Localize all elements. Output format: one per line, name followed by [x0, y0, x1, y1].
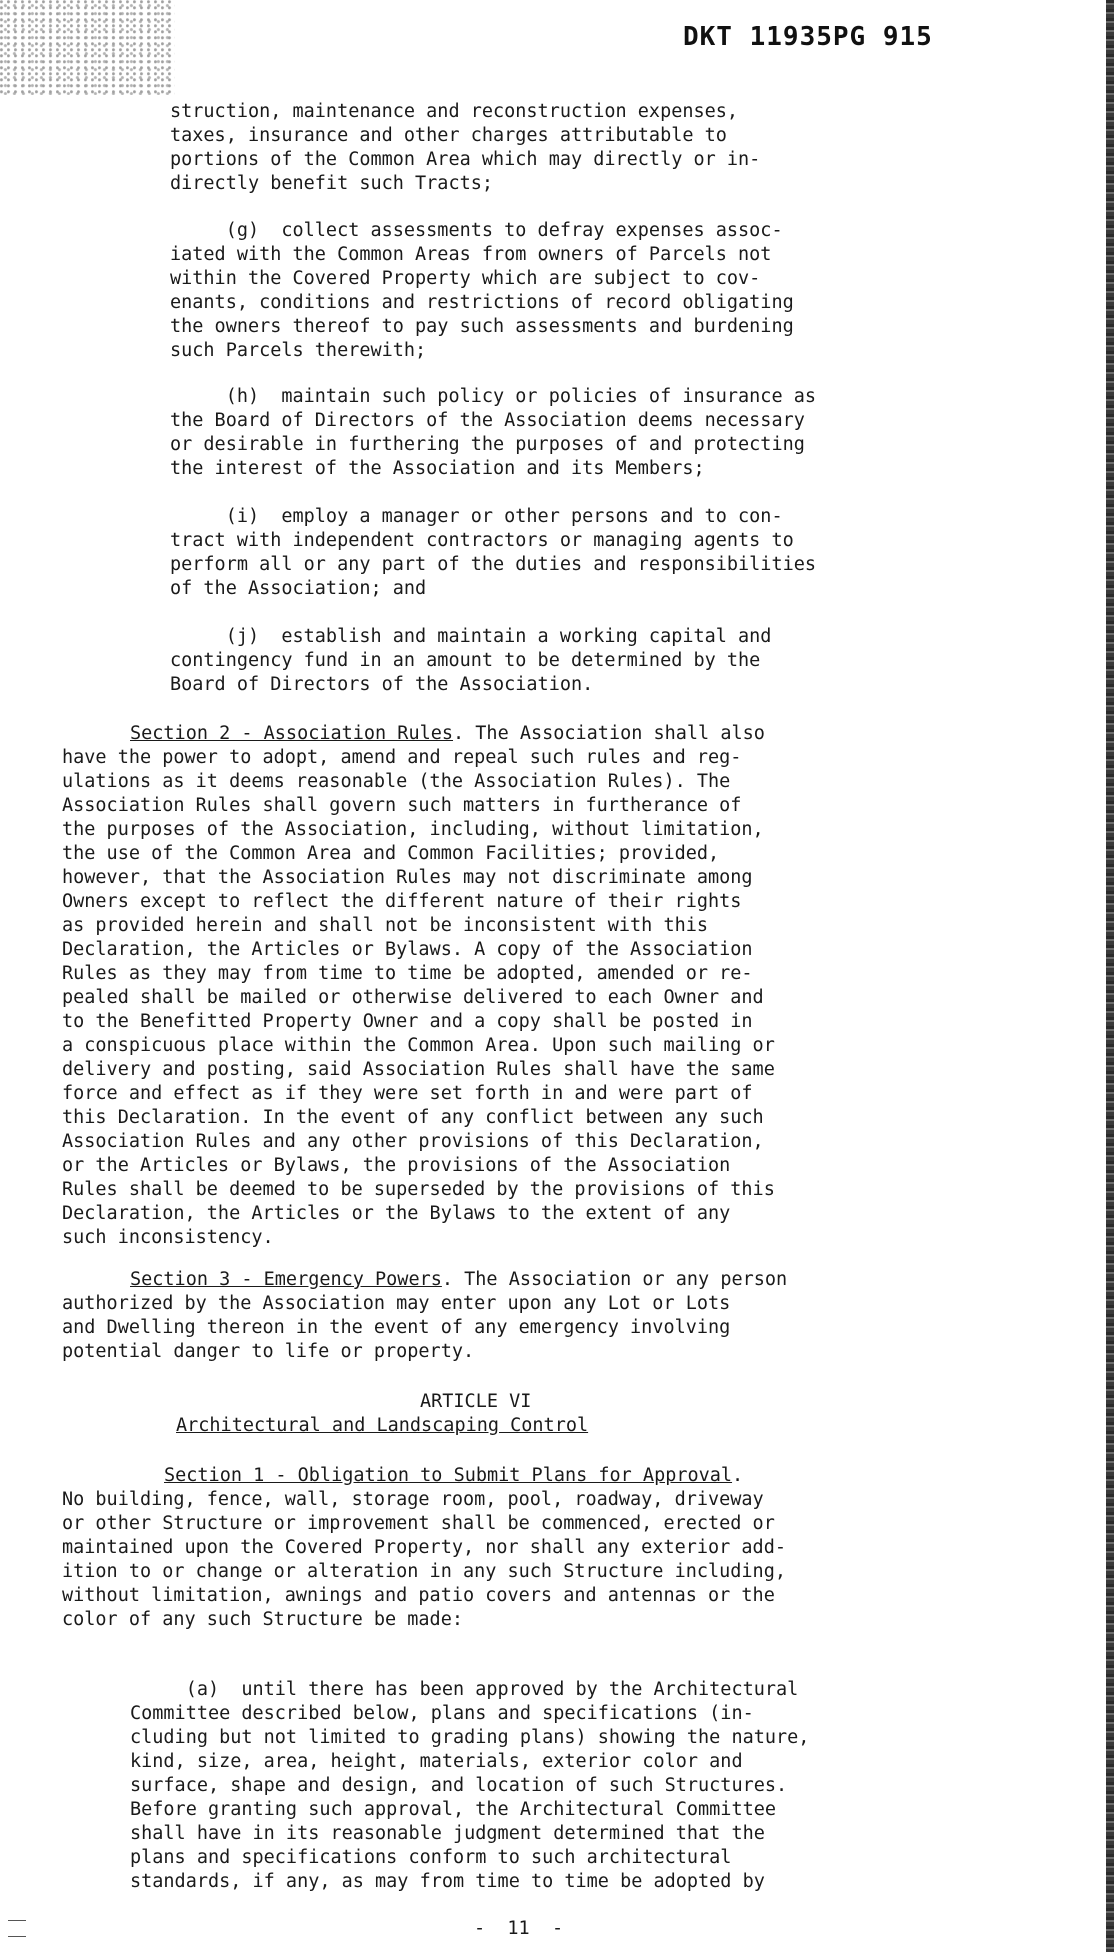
recording-stamp: DKT 11935PG 915	[683, 22, 933, 52]
article-title: Architectural and Landscaping Control	[176, 1415, 589, 1436]
section-2-first-line	[130, 722, 765, 746]
paragraph-a: (a) until there has been approved by the Architectural Committee described below, plans and specifications (in- cluding but not limited to grading plans) showing the nature, kind, size, area, height, materials, exterior color and surface, shape and design, and location of such Structures. Before granting such approval, the Architectural Committee shall have in its reasonable judgment determined that the plans and specifications conform to such architectural standards, if any, as may from time to time be adopted by	[130, 1679, 810, 1892]
section-1-lead: .	[732, 1465, 744, 1486]
margin-mark	[8, 1920, 26, 1921]
paragraph-j: (j) establish and maintain a working capital and contingency fund in an amount to be determined by the Board of Directors of the Association.	[170, 626, 772, 695]
paragraph-i: (i) employ a manager or other persons and to con- tract with independent contractors or managing agents to perform all or any part of the duties and responsibilities of the Association; and	[170, 506, 817, 599]
section-1-heading: Section 1 - Obligation to Submit Plans for Approval	[164, 1465, 733, 1486]
article-number: ARTICLE VI	[420, 1391, 532, 1412]
paragraph-h: (h) maintain such policy or policies of insurance as the Board of Directors of the Association deems necessary or desirable in furthering the purposes of and protecting the interest of the Association and its Members;	[170, 386, 817, 479]
section-3-body: authorized by the Association may enter upon any Lot or Lots and Dwelling thereon in the event of any emergency involving potential danger to life or property.	[62, 1293, 731, 1362]
margin-mark	[8, 1936, 26, 1937]
page-number: - 11 -	[474, 1918, 564, 1939]
section-1-body: No building, fence, wall, storage room, pool, roadway, driveway or other Structure or improvement shall be commenced, erected or maintained upon the Covered Property, nor shall any exterior add- ition to or change or alteration in any such Structure including, without limitation, awnings and patio covers and antennas or the color of any such Structure be made:	[62, 1489, 786, 1630]
scan-edge-artifact	[1106, 0, 1114, 1952]
section-2-lead: . The Association shall also	[453, 723, 765, 744]
scan-noise-artifact	[0, 0, 175, 95]
section-3-lead: . The Association or any person	[441, 1269, 788, 1290]
section-2-body: have the power to adopt, amend and repeal such rules and reg- ulations as it deems reasonable (the Association Rules). The Association Rules shall govern such matters in furtherance of the purposes of the Association, including, without limitation, the use of the Common Area and Common Facilities; provided, however, that the Association Rules may not discriminate among Owners except to reflect the different nature of their rights as provided herein and shall not be inconsistent with this Declaration, the Articles or Bylaws. A copy of the Association Rules as they may from time to time be adopted, amended or re- pealed shall be mailed or otherwise delivered to each Owner and to the Benefitted Property Owner and a copy shall be posted in a conspicuous place within the Common Area. Upon such mailing or delivery and posting, said Association Rules shall have the same force and effect as if they were set forth in and were part of this Declaration. In the event of any conflict between any such Association Rules and any other provisions of this Declaration, or the Articles or Bylaws, the provisions of the Association Rules shall be deemed to be superseded by the provisions of this Declaration, the Articles or the Bylaws to the extent of any such inconsistency.	[62, 747, 775, 1248]
section-1-first-line	[164, 1464, 743, 1488]
section-3-heading: Section 3 - Emergency Powers	[130, 1269, 442, 1290]
section-2-heading: Section 2 - Association Rules	[130, 723, 454, 744]
paragraph-f-continued: struction, maintenance and reconstruction expenses, taxes, insurance and other charges attributable to portions of the Common Area which may directly or in- directly benefit such Tracts;	[170, 101, 761, 194]
section-3-first-line	[130, 1268, 787, 1292]
paragraph-g: (g) collect assessments to defray expenses assoc- iated with the Common Areas from owners of Parcels not within the Covered Property which are subject to cov- enants, conditions and restrictions of record obligating the owners thereof to pay such assessments and burdening such Parcels therewith;	[170, 220, 794, 361]
